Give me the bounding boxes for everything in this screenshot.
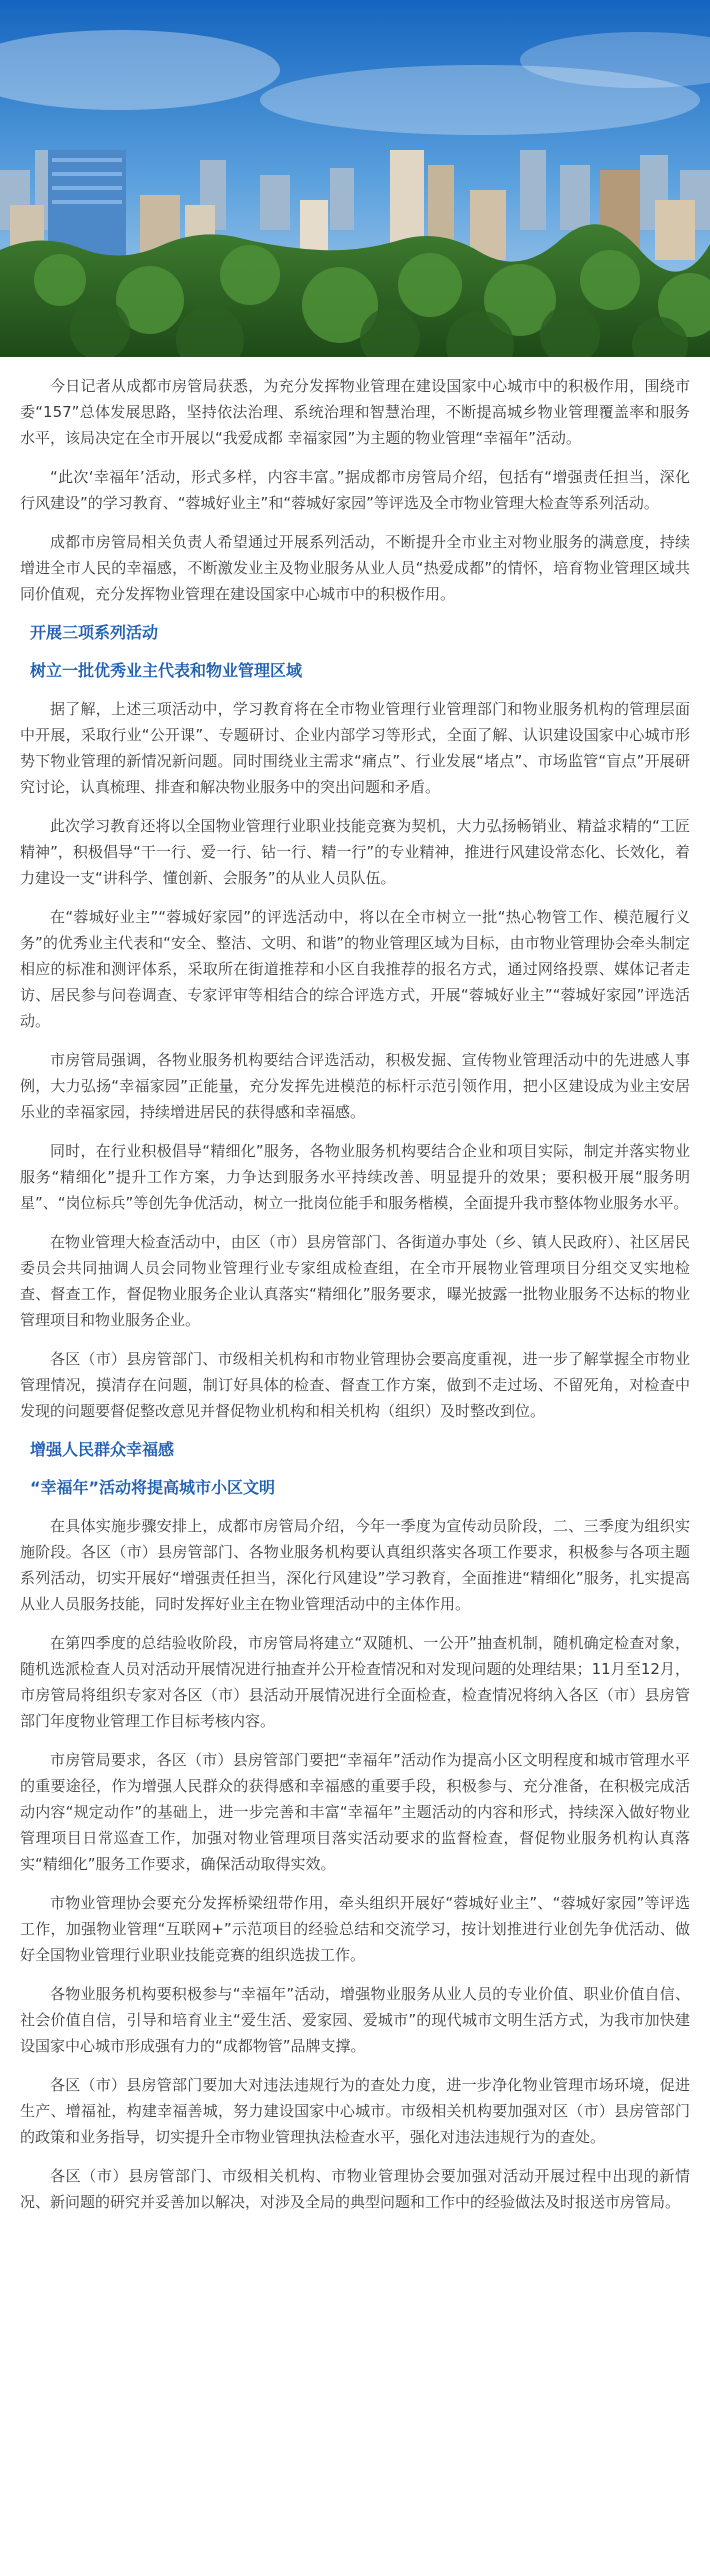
city-skyline-photo <box>0 0 710 357</box>
section-1-paragraph-1: 据了解，上述三项活动中，学习教育将在全市物业管理行业管理部门和物业服务机构的管理层面中开展，采取行业“公开课”、专题研讨、企业内部学习等形式，全面了解、认识建设国家中心城市形势下物业管理的新情况新问题。同时围绕业主需求“痛点”、行业发展“堵点”、市场监管“盲点”开展研究讨论，认真梳理、排查和解决物业服务中的突出问题和矛盾。 <box>20 700 690 796</box>
section-1-paragraph-3: 在“蓉城好业主”“蓉城好家园”的评选活动中，将以在全市树立一批“热心物管工作、模范履行义务”的优秀业主代表和“安全、整洁、文明、和谐”的物业管理区域为目标，由市物业管理协会牵头制定相应的标准和测评体系，采取所在街道推荐和小区自我推荐的报名方式，通过网络投票、媒体记者走访、居民参与问卷调查、专家评审等相结合的综合评选方式，开展“蓉城好业主”“蓉城好家园”评选活动。 <box>20 908 690 1030</box>
section-2-subheading: “幸福年”活动将提高城市小区文明 <box>30 1478 276 1497</box>
intro-paragraph-2: “此次‘幸福年’活动，形式多样，内容丰富。”据成都市房管局介绍，包括有“增强责任担当，深化行风建设”的学习教育、“蓉城好业主”和“蓉城好家园”等评选及全市物业管理大检查等系列活动。 <box>20 468 690 512</box>
section-1-paragraph-6: 在物业管理大检查活动中，由区（市）县房管部门、各街道办事处（乡、镇人民政府）、社区居民委员会共同抽调人员会同物业管理行业专家组成检查组，在全市开展物业管理项目分组交叉实地检查、督查工作，督促物业服务企业认真落实“精细化”服务要求，曝光披露一批物业服务不达标的物业管理项目和物业服务企业。 <box>20 1233 690 1329</box>
section-2-paragraph-2: 在第四季度的总结验收阶段，市房管局将建立“双随机、一公开”抽查机制，随机确定检查对象，随机选派检查人员对活动开展情况进行抽查并公开检查情况和对发现问题的处理结果；11月至12月，市房管局将组织专家对各区（市）县活动开展情况进行全面检查，检查情况将纳入各区（市）县房管部门年度物业管理工作目标考核内容。 <box>20 1634 690 1730</box>
section-2-paragraph-5: 各物业服务机构要积极参与“幸福年”活动，增强物业服务从业人员的专业价值、职业价值自信、社会价值自信，引导和培育业主“爱生活、爱家园、爱城市”的现代城市文明生活方式，为我市加快建设国家中心城市形成强有力的“成都物管”品牌支撑。 <box>20 1985 690 2055</box>
section-2-heading: 增强人民群众幸福感 <box>30 1440 175 1459</box>
section-1-paragraph-5: 同时，在行业积极倡导“精细化”服务，各物业服务机构要结合企业和项目实际，制定并落实物业服务“精细化”提升工作方案，力争达到服务水平持续改善、明显提升的效果；要积极开展“服务明星”、“岗位标兵”等创先争优活动，树立一批岗位能手和服务楷模，全面提升我市整体物业服务水平。 <box>20 1142 690 1212</box>
section-2-paragraph-3: 市房管局要求，各区（市）县房管部门要把“幸福年”活动作为提高小区文明程度和城市管理水平的重要途径，作为增强人民群众的获得感和幸福感的重要手段，积极参与、充分准备，在积极完成活动内容“规定动作”的基础上，进一步完善和丰富“幸福年”主题活动的内容和形式，持续深入做好物业管理项目日常巡查工作，加强对物业管理项目落实活动要求的监督检查，督促物业服务机构认真落实“精细化”服务工作要求，确保活动取得实效。 <box>20 1751 690 1873</box>
section-1-subheading: 树立一批优秀业主代表和物业管理区域 <box>30 661 303 680</box>
section-1-paragraph-7: 各区（市）县房管部门、市级相关机构和市物业管理协会要高度重视，进一步了解掌握全市物业管理情况，摸清存在问题，制订好具体的检查、督查工作方案，做到不走过场、不留死角，对检查中发现的问题要督促整改意见并督促物业机构和相关机构（组织）及时整改到位。 <box>20 1350 690 1420</box>
section-2-paragraph-4: 市物业管理协会要充分发挥桥梁纽带作用，牵头组织开展好“蓉城好业主”、“蓉城好家园”等评选工作，加强物业管理“互联网+”示范项目的经验总结和交流学习，按计划推进行业创先争优活动、做好全国物业管理行业职业技能竞赛的组织选拔工作。 <box>20 1894 690 1964</box>
section-1-paragraph-4: 市房管局强调，各物业服务机构要结合评选活动，积极发掘、宣传物业管理活动中的先进感人事例，大力弘扬“幸福家园”正能量，充分发挥先进模范的标杆示范引领作用，把小区建设成为业主安居乐业的幸福家园，持续增进居民的获得感和幸福感。 <box>20 1051 690 1121</box>
section-2-paragraph-6: 各区（市）县房管部门要加大对违法违规行为的查处力度，进一步净化物业管理市场环境，促进生产、增福祉，构建幸福善城，努力建设国家中心城市。市级相关机构要加强对区（市）县房管部门的政策和业务指导，切实提升全市物业管理执法检查水平，强化对违法违规行为的查处。 <box>20 2076 690 2146</box>
intro-paragraph-1: 今日记者从成都市房管局获悉，为充分发挥物业管理在建设国家中心城市中的积极作用，围绕市委“157”总体发展思路，坚持依法治理、系统治理和智慧治理，不断提高城乡物业管理覆盖率和服务水平，该局决定在全市开展以“我爱成都 幸福家园”为主题的物业管理“幸福年”活动。 <box>20 377 690 447</box>
section-2-paragraph-1: 在具体实施步骤安排上，成都市房管局介绍，今年一季度为宣传动员阶段，二、三季度为组织实施阶段。各区（市）县房管部门、各物业服务机构要认真组织落实各项工作要求，积极参与各项主题系列活动，切实开展好“增强责任担当，深化行风建设”学习教育，全面推进“精细化”服务，扎实提高从业人员服务技能，同时发挥好业主在物业管理活动中的主体作用。 <box>20 1517 690 1613</box>
section-1-paragraph-2: 此次学习教育还将以全国物业管理行业职业技能竞赛为契机，大力弘扬畅销业、精益求精的“工匠精神”，积极倡导“干一行、爱一行、钻一行、精一行”的专业精神，推进行风建设常态化、长效化，着力建设一支“讲科学、懂创新、会服务”的从业人员队伍。 <box>20 817 690 887</box>
article-body <box>0 357 710 2248</box>
section-1-heading: 开展三项系列活动 <box>30 623 159 642</box>
section-2-paragraph-7: 各区（市）县房管部门、市级相关机构、市物业管理协会要加强对活动开展过程中出现的新情况、新问题的研究并妥善加以解决，对涉及全局的典型问题和工作中的经验做法及时报送市房管局。 <box>20 2167 690 2211</box>
city-skyline-icon <box>0 0 710 357</box>
intro-paragraph-3: 成都市房管局相关负责人希望通过开展系列活动，不断提升全市业主对物业服务的满意度，持续增进全市人民的幸福感，不断激发业主及物业服务从业人员“热爱成都”的情怀，培育物业管理区域共同价值观，充分发挥物业管理在建设国家中心城市中的积极作用。 <box>20 533 690 603</box>
